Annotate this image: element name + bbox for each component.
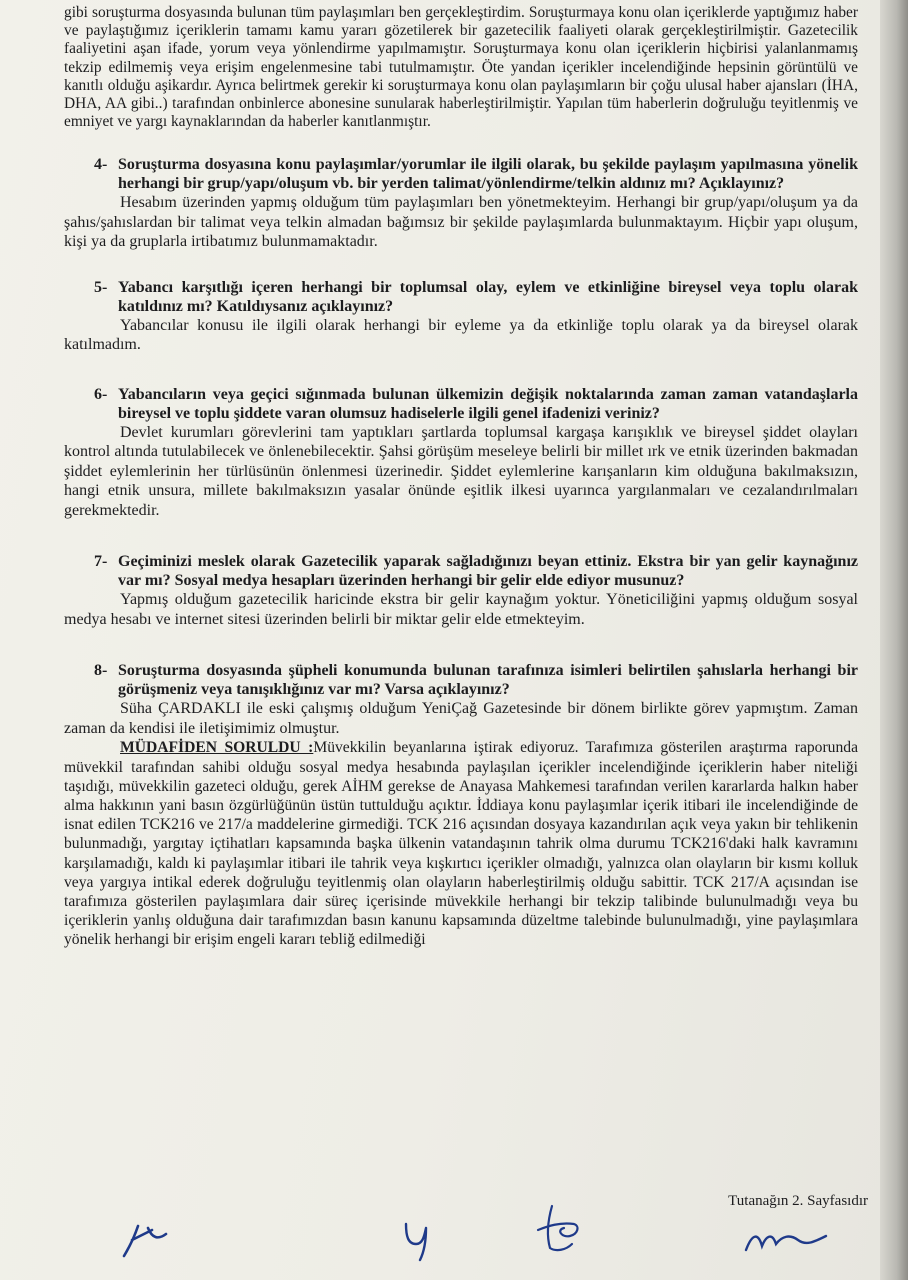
defense-text: Müvekkilin beyanlarına iştirak ediyoruz. Tarafımıza gösterilen araştırma raporunda müvekkil tarafından sahibi olduğu sosyal medya hesabında paylaşılan içerikler incelendiğinde içeriklerin haber niteliği taşıdığı, müvekkilin gazeteci olduğu, gerek AİHM gerekse de Anayasa Mahkemesi tarafından verilen kararlarda halkın haber alma hakkının yani basın özgürlüğünün üstün tuttulduğu açıktır. İddiaya konu paylaşımlar içerik itibari ile incelendiğinde de isnat edilen TCK216 ve 217/a maddelerine girmediği. TCK 216 açısından dosyaya kazandırılan açık veya yakın bir tehlikenin bulunmadığı, yargıtay içtihatları kapsamında başka ülkenin vatandaşının tahrik olma durumu TCK216'daki halk kavramını karşılamadığı, kaldı ki paylaşımlar itibari ile tahrik veya kışkırtıcı içerikler olmadığı, yalnızca olan olayların bir kısmı kolluk veya yargıya intikal ederek doğruluğu teyitlenmiş olan olayların haberleştirilmiş olduğu sabittir. TCK 217/A açısından ise tarafımıza gösterilen paylaşımlara dair süreç içerisinde müvekkile herhangi bir tekzip talibinde bulunulmadığı veya bu içeriklerin yanlış olduğuna dair tarafımızdan basın kanunu kapsamında düzeltme talebinde bulunulmadığı, yine paylaşımlara yönelik herhangi bir erişim engeli kararı tebliğ edilmediği bbox=[64, 739, 858, 949]
question-label: Yabancı karşıtlığı içeren herhangi bir toplumsal olay, eylem ve etkinliğine bireysel veya toplu olarak katıldınız mı? Katıldıysanız açıklayınız? bbox=[118, 278, 858, 315]
question-text bbox=[64, 661, 858, 699]
signature-4 bbox=[742, 1224, 832, 1258]
question-block-8 bbox=[64, 661, 858, 738]
question-number: 5- bbox=[94, 278, 108, 296]
question-block-5 bbox=[64, 278, 858, 355]
underlying-page-edge bbox=[880, 0, 908, 1280]
defense-statement bbox=[64, 738, 858, 949]
question-label: Geçiminizi meslek olarak Gazetecilik yaparak sağladığınızı beyan ettiniz. Ekstra bir yan gelir kaynağınız var mı? Sosyal medya hesapları üzerinden herhangi bir gelir elde ediyor musunuz? bbox=[118, 553, 858, 590]
signature-3 bbox=[530, 1200, 590, 1260]
question-text bbox=[64, 385, 858, 423]
question-text bbox=[64, 552, 858, 590]
question-label: Soruşturma dosyasına konu paylaşımlar/yorumlar ile ilgili olarak, bu şekilde paylaşım yapılmasına yönelik herhangi bir grup/yapı/oluşum vb. bir yerden talimat/yönlendirme/telkin aldınız mı? Açıklayınız? bbox=[118, 156, 858, 193]
defense-heading: MÜDAFİDEN SORULDU : bbox=[120, 739, 314, 757]
page-footer: Tutanağın 2. Sayfasıdır bbox=[728, 1193, 868, 1209]
answer-text: Süha ÇARDAKLI ile eski çalışmış olduğum YeniÇağ Gazetesinde bir dönem birlikte görev yapmıştım. Zaman zaman da kendisi ile iletişimimiz olmuştur. bbox=[64, 700, 858, 737]
question-block-4 bbox=[64, 155, 858, 252]
question-number: 7- bbox=[94, 553, 108, 571]
question-number: 6- bbox=[94, 385, 108, 403]
answer-text: Devlet kurumları görevlerini tam yaptıkları şartlarda toplumsal kargaşa karışıklık ve bireysel şiddet olayları kontrol altında tutulabilecek ve önlenebilecektir. Şahsi görüşüm meseleye belirli bir millet ırk ve etnik üzerinden bakmadan şiddet eylemlerinin her türlüsünün önlenmesi üzerinedir. Şiddet eylemlerine karışanların kim olduğuna bakılmaksızın, hangi etnik unsura, millete bakılmaksızın yasalar önünde eşitlik ilkesi uyarınca yargılanmaları ve cezalandırılmaları gerekmektedir. bbox=[64, 423, 858, 519]
intro-paragraph: gibi soruşturma dosyasında bulunan tüm paylaşımları ben gerçekleştirdim. Soruşturmaya konu olan içeriklerde yaptığımız haber ve paylaştığımız içeriklerin tamamı kamu yararı gözetilerek bir gazetecilik faaliyeti olarak gerçekleştirilmiştir. Gazetecilik faaliyetini aşan ifade, yorum veya yönlendirme yapılmamıştır. Soruşturmaya konu olan içeriklerin hiçbirisi yalanlanmamış tekzip edilmemiş veya erişim engelenmesine tabi tutulmamıştır. Öte yandan içerikler incelendiğinde hepsinin görüntülü ve kanıtlı olduğu aşikardır. Ayrıca belirtmek gerekir ki soruşturmaya konu olan paylaşımların bir çoğu ulusal haber ajansları (İHA, DHA, AA gibi..) tarafından onbinlerce abonesine sunularak haberleştirilmiştir. Yapılan tüm haberlerin doğruluğu teyitlenmiş ve emniyet ve yargı kaynaklarından da haberler kanıtlanmıştır. bbox=[64, 4, 858, 131]
signature-2 bbox=[398, 1218, 438, 1264]
question-label: Soruşturma dosyasında şüpheli konumunda bulunan tarafınıza isimleri belirtilen şahıslarla herhangi bir görüşmeniz veya tanışıklığınız var mı? Varsa açıklayınız? bbox=[118, 662, 858, 699]
question-number: 8- bbox=[94, 662, 108, 680]
answer-text: Yabancılar konusu ile ilgili olarak herhangi bir eyleme ya da etkinliğe toplu olarak ya da bireysel olarak katılmadım. bbox=[64, 316, 858, 354]
question-number: 4- bbox=[94, 156, 108, 174]
question-block-7 bbox=[64, 552, 858, 629]
answer-text: Yapmış olduğum gazetecilik haricinde ekstra bir gelir kaynağım yoktur. Yöneticiliğini yapmış olduğum sosyal medya hesabı ve internet sitesi üzerinden belirli bir miktar gelir elde etmekteyim. bbox=[64, 591, 858, 628]
signature-1 bbox=[118, 1216, 174, 1262]
question-text bbox=[64, 278, 858, 316]
question-block-6 bbox=[64, 385, 858, 521]
question-text bbox=[64, 155, 858, 193]
answer-text: Hesabım üzerinden yapmış olduğum tüm paylaşımları ben yönetmekteyim. Herhangi bir grup/yapı/oluşum ya da şahıs/şahıslardan bir talimat veya telkin almadan bağımsız bir şekilde paylaşımlarda bulunmaktayım. Hiçbir yapı oluşum, kişi ya da gruplarla irtibatımız bulunmamaktadır. bbox=[64, 194, 858, 251]
document-body bbox=[64, 4, 858, 950]
question-label: Yabancıların veya geçici sığınmada bulunan ülkemizin değişik noktalarında zaman zaman vatandaşlarla bireysel ve toplu şiddete varan olumsuz hadiselerle ilgili genel ifadenizi veriniz? bbox=[118, 385, 858, 422]
